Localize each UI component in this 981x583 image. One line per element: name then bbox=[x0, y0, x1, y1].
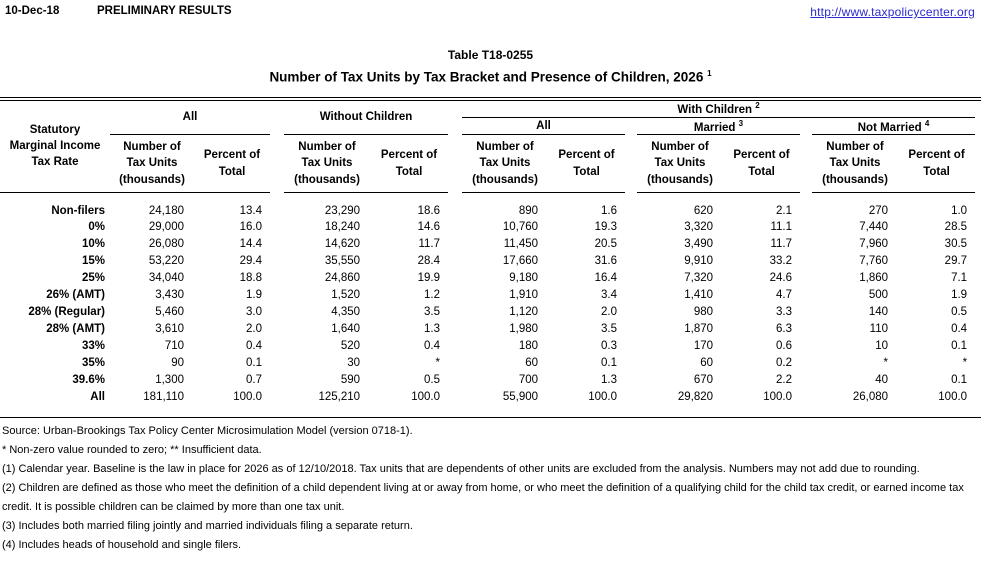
table-body bbox=[0, 193, 975, 406]
group-all: All bbox=[110, 101, 270, 135]
cell-number-of-tax-units: 590 bbox=[340, 374, 361, 387]
cell-percent-of-total: 11.7 bbox=[770, 238, 793, 251]
cell-percent-of-total: 16.4 bbox=[594, 272, 618, 285]
colhead-percent-of-total: Percent of Total bbox=[723, 135, 800, 193]
column-header-row bbox=[0, 135, 975, 193]
cell-number-of-tax-units: 170 bbox=[693, 340, 714, 353]
cell-percent-of-total: 100.0 bbox=[411, 391, 441, 404]
cell-percent-of-total: * bbox=[962, 357, 968, 370]
cell-number-of-tax-units: 180 bbox=[518, 340, 539, 353]
cell-percent-of-total: 100.0 bbox=[763, 391, 793, 404]
cell-number-of-tax-units: 24,860 bbox=[324, 272, 361, 285]
cell-percent-of-total: 33.2 bbox=[769, 255, 793, 268]
cell-number-of-tax-units: 7,960 bbox=[859, 238, 889, 251]
cell-percent-of-total: 100.0 bbox=[233, 391, 263, 404]
cell-number-of-tax-units: 3,430 bbox=[155, 289, 184, 302]
cell-percent-of-total: 7.1 bbox=[951, 272, 968, 285]
cell-number-of-tax-units: 34,040 bbox=[148, 272, 184, 285]
cell-number-of-tax-units: 125,210 bbox=[318, 391, 361, 404]
cell-number-of-tax-units: 23,290 bbox=[324, 204, 361, 217]
cell-number-of-tax-units: 181,110 bbox=[143, 391, 184, 404]
cell-number-of-tax-units: 7,320 bbox=[684, 272, 714, 285]
cell-number-of-tax-units: 670 bbox=[693, 374, 714, 387]
preliminary-results-label: PRELIMINARY RESULTS bbox=[97, 5, 232, 17]
cell-percent-of-total: 100.0 bbox=[588, 391, 618, 404]
cell-percent-of-total: 2.2 bbox=[776, 374, 793, 387]
cell-percent-of-total: 1.2 bbox=[424, 289, 441, 302]
cell-percent-of-total: 3.3 bbox=[776, 306, 793, 319]
cell-number-of-tax-units: 53,220 bbox=[148, 255, 184, 268]
cell-number-of-tax-units: 10 bbox=[875, 340, 889, 353]
report-date: 10-Dec-18 bbox=[5, 5, 60, 17]
cell-percent-of-total: 2.0 bbox=[246, 323, 263, 336]
cell-number-of-tax-units: * bbox=[883, 357, 889, 370]
cell-number-of-tax-units: 1,520 bbox=[331, 289, 361, 302]
cell-number-of-tax-units: 4,350 bbox=[331, 306, 361, 319]
footnote-2: (2) Children are defined as those who meet the definition of a child dependent living at or away from home, or who meet the definition of a qualifying child for the child tax credit, or earned income tax credit. It is possible children can be claimed by more than one tax unit. bbox=[2, 481, 964, 513]
cell-percent-of-total: 16.0 bbox=[239, 221, 263, 234]
cell-percent-of-total: 14.4 bbox=[239, 238, 263, 251]
colhead-percent-of-total: Percent of Total bbox=[898, 135, 975, 193]
cell-percent-of-total: 13.4 bbox=[239, 204, 263, 217]
cell-percent-of-total: 29.7 bbox=[944, 255, 968, 268]
cell-percent-of-total: 24.6 bbox=[769, 272, 793, 285]
cell-percent-of-total: 0.1 bbox=[951, 374, 968, 387]
table-number: Table T18-0255 bbox=[447, 48, 534, 62]
colhead-number-of-tax-units: Number of Tax Units (thousands) bbox=[637, 135, 723, 193]
row-header-title: Statutory Marginal Income Tax Rate bbox=[0, 101, 110, 193]
footnote-ref-1: 1 bbox=[707, 69, 712, 78]
cell-number-of-tax-units: 3,490 bbox=[684, 238, 714, 251]
cell-number-of-tax-units: 14,620 bbox=[324, 238, 361, 251]
cell-number-of-tax-units: 700 bbox=[518, 374, 539, 387]
cell-number-of-tax-units: 710 bbox=[164, 340, 184, 353]
cell-percent-of-total: 1.9 bbox=[246, 289, 263, 302]
colhead-number-of-tax-units: Number of Tax Units (thousands) bbox=[462, 135, 548, 193]
cell-percent-of-total: 0.3 bbox=[601, 340, 618, 353]
cell-percent-of-total: 0.5 bbox=[951, 306, 968, 319]
subgroup-married: Married $^3$ bbox=[637, 118, 800, 135]
row-label: All bbox=[90, 391, 105, 404]
cell-number-of-tax-units: 26,080 bbox=[148, 238, 184, 251]
cell-number-of-tax-units: 17,660 bbox=[502, 255, 539, 268]
cell-percent-of-total: 1.3 bbox=[601, 374, 618, 387]
cell-number-of-tax-units: 9,910 bbox=[684, 255, 714, 268]
cell-percent-of-total: 1.0 bbox=[951, 204, 968, 217]
cell-percent-of-total: 18.8 bbox=[239, 272, 263, 285]
table-row bbox=[0, 304, 975, 321]
tax-units-table bbox=[0, 101, 975, 406]
cell-percent-of-total: 14.6 bbox=[417, 221, 441, 234]
row-label: 28% (AMT) bbox=[46, 323, 105, 336]
cell-number-of-tax-units: 90 bbox=[171, 357, 184, 370]
cell-percent-of-total: 2.1 bbox=[776, 204, 793, 217]
cell-percent-of-total: 30.5 bbox=[944, 238, 968, 251]
cell-number-of-tax-units: 30 bbox=[347, 357, 361, 370]
row-label: 28% (Regular) bbox=[28, 306, 105, 319]
cell-percent-of-total: 0.2 bbox=[776, 357, 793, 370]
footnote-4: (4) Includes heads of household and single filers. bbox=[2, 538, 242, 551]
cell-percent-of-total: 1.6 bbox=[601, 204, 618, 217]
cell-percent-of-total: 0.1 bbox=[601, 357, 618, 370]
cell-percent-of-total: 0.4 bbox=[424, 340, 441, 353]
row-label: 39.6% bbox=[72, 374, 105, 387]
row-label: 35% bbox=[81, 357, 105, 370]
cell-percent-of-total: 6.3 bbox=[776, 323, 793, 336]
cell-number-of-tax-units: 140 bbox=[868, 306, 889, 319]
cell-number-of-tax-units: 29,820 bbox=[677, 391, 714, 404]
cell-number-of-tax-units: 40 bbox=[875, 374, 889, 387]
cell-percent-of-total: 0.1 bbox=[951, 340, 968, 353]
colhead-number-of-tax-units: Number of Tax Units (thousands) bbox=[812, 135, 898, 193]
table-row bbox=[0, 236, 975, 253]
cell-number-of-tax-units: 1,870 bbox=[684, 323, 714, 336]
footnote-ref-2: 2 bbox=[755, 100, 760, 110]
row-label: 25% bbox=[81, 272, 105, 285]
cell-number-of-tax-units: 24,180 bbox=[148, 204, 184, 217]
cell-number-of-tax-units: 1,410 bbox=[684, 289, 714, 302]
colhead-percent-of-total: Percent of Total bbox=[194, 135, 270, 193]
table-row bbox=[0, 219, 975, 236]
cell-number-of-tax-units: 18,240 bbox=[324, 221, 361, 234]
cell-number-of-tax-units: 1,120 bbox=[509, 306, 539, 319]
cell-percent-of-total: 1.9 bbox=[951, 289, 968, 302]
row-label: 26% (AMT) bbox=[46, 289, 105, 302]
table-row bbox=[0, 338, 975, 355]
row-label: 33% bbox=[81, 340, 105, 353]
cell-percent-of-total: 0.4 bbox=[951, 323, 968, 336]
cell-percent-of-total: 1.3 bbox=[424, 323, 441, 336]
cell-percent-of-total: 100.0 bbox=[938, 391, 968, 404]
cell-percent-of-total: 19.9 bbox=[417, 272, 441, 285]
cell-percent-of-total: 0.1 bbox=[246, 357, 263, 370]
cell-percent-of-total: 4.7 bbox=[776, 289, 793, 302]
footnote-ref-4: 4 bbox=[924, 118, 930, 128]
colhead-number-of-tax-units: Number of Tax Units (thousands) bbox=[110, 135, 194, 193]
cell-number-of-tax-units: 110 bbox=[869, 323, 889, 336]
taxpolicycenter-link[interactable]: http://www.taxpolicycenter.org bbox=[810, 5, 975, 19]
cell-percent-of-total: 29.4 bbox=[239, 255, 263, 268]
cell-percent-of-total: 11.1 bbox=[770, 221, 793, 234]
table-header bbox=[0, 101, 975, 193]
cell-number-of-tax-units: 1,300 bbox=[155, 374, 184, 387]
cell-percent-of-total: 3.5 bbox=[424, 306, 441, 319]
cell-number-of-tax-units: 11,450 bbox=[503, 238, 539, 251]
cell-number-of-tax-units: 60 bbox=[700, 357, 714, 370]
cell-percent-of-total: 19.3 bbox=[594, 221, 618, 234]
cell-number-of-tax-units: 3,610 bbox=[155, 323, 184, 336]
table-row bbox=[0, 321, 975, 338]
cell-number-of-tax-units: 1,910 bbox=[509, 289, 539, 302]
subgroup-not-married: Not Married $^4$ bbox=[812, 118, 975, 135]
cell-percent-of-total: 0.4 bbox=[246, 340, 263, 353]
colhead-percent-of-total: Percent of Total bbox=[548, 135, 625, 193]
cell-number-of-tax-units: 35,550 bbox=[324, 255, 361, 268]
cell-number-of-tax-units: 10,760 bbox=[502, 221, 539, 234]
top-bar bbox=[0, 0, 981, 19]
cell-number-of-tax-units: 1,860 bbox=[859, 272, 889, 285]
cell-percent-of-total: 0.5 bbox=[424, 374, 441, 387]
cell-number-of-tax-units: 620 bbox=[693, 204, 714, 217]
subgroup-all: All bbox=[462, 118, 625, 135]
cell-number-of-tax-units: 500 bbox=[868, 289, 889, 302]
cell-number-of-tax-units: 5,460 bbox=[155, 306, 184, 319]
cell-number-of-tax-units: 3,320 bbox=[684, 221, 714, 234]
cell-percent-of-total: 2.0 bbox=[601, 306, 618, 319]
cell-number-of-tax-units: 29,000 bbox=[148, 221, 184, 234]
cell-percent-of-total: 18.6 bbox=[417, 204, 441, 217]
table-title bbox=[0, 48, 981, 85]
cell-number-of-tax-units: 60 bbox=[525, 357, 539, 370]
cell-percent-of-total: 28.4 bbox=[417, 255, 441, 268]
table-row bbox=[0, 355, 975, 372]
table-row bbox=[0, 193, 975, 219]
bottom-rule bbox=[0, 417, 981, 418]
footnote-ref-3: 3 bbox=[738, 118, 744, 128]
cell-number-of-tax-units: 890 bbox=[518, 204, 539, 217]
cell-number-of-tax-units: 270 bbox=[868, 204, 889, 217]
cell-number-of-tax-units: 1,980 bbox=[509, 323, 539, 336]
cell-percent-of-total: 3.4 bbox=[601, 289, 618, 302]
row-label: 0% bbox=[88, 221, 105, 234]
cell-percent-of-total: 3.0 bbox=[246, 306, 263, 319]
footnote-3: (3) Includes both married filing jointly and married individuals filing a separate return. bbox=[2, 519, 413, 532]
cell-percent-of-total: 28.5 bbox=[944, 221, 968, 234]
cell-number-of-tax-units: 1,640 bbox=[331, 323, 361, 336]
cell-number-of-tax-units: 520 bbox=[340, 340, 361, 353]
cell-percent-of-total: 0.6 bbox=[776, 340, 793, 353]
cell-number-of-tax-units: 7,440 bbox=[859, 221, 889, 234]
table-row bbox=[0, 372, 975, 389]
row-label: 15% bbox=[81, 255, 105, 268]
cell-percent-of-total: 31.6 bbox=[594, 255, 618, 268]
cell-percent-of-total: 20.5 bbox=[594, 238, 618, 251]
cell-number-of-tax-units: 26,080 bbox=[852, 391, 889, 404]
cell-number-of-tax-units: 7,760 bbox=[859, 255, 889, 268]
cell-number-of-tax-units: 980 bbox=[693, 306, 714, 319]
footnote-1: (1) Calendar year. Baseline is the law in place for 2026 as of 12/10/2018. Tax units that are dependents of other units are excluded from the analysis. Numbers may not add due to rounding. bbox=[2, 462, 920, 475]
footnotes bbox=[0, 422, 979, 555]
cell-number-of-tax-units: 9,180 bbox=[509, 272, 539, 285]
group-with-children: With Children $^2$ bbox=[462, 101, 975, 118]
table-caption: Number of Tax Units by Tax Bracket and Presence of Children, 2026 $^1$ bbox=[269, 69, 712, 85]
source-note: Source: Urban-Brookings Tax Policy Center Microsimulation Model (version 0718-1). bbox=[2, 424, 413, 437]
cell-percent-of-total: 11.7 bbox=[418, 238, 441, 251]
cell-percent-of-total: 0.7 bbox=[246, 374, 263, 387]
colhead-percent-of-total: Percent of Total bbox=[370, 135, 448, 193]
symbol-note: * Non-zero value rounded to zero; ** Insufficient data. bbox=[2, 443, 262, 456]
group-without-children: Without Children bbox=[284, 101, 448, 135]
table-row bbox=[0, 253, 975, 270]
table-row bbox=[0, 389, 975, 406]
cell-percent-of-total: * bbox=[435, 357, 441, 370]
table-row bbox=[0, 287, 975, 304]
table-row bbox=[0, 270, 975, 287]
cell-number-of-tax-units: 55,900 bbox=[502, 391, 539, 404]
row-label: 10% bbox=[81, 238, 105, 251]
row-label: Non-filers bbox=[51, 204, 105, 217]
colhead-number-of-tax-units: Number of Tax Units (thousands) bbox=[284, 135, 370, 193]
cell-percent-of-total: 3.5 bbox=[601, 323, 618, 336]
